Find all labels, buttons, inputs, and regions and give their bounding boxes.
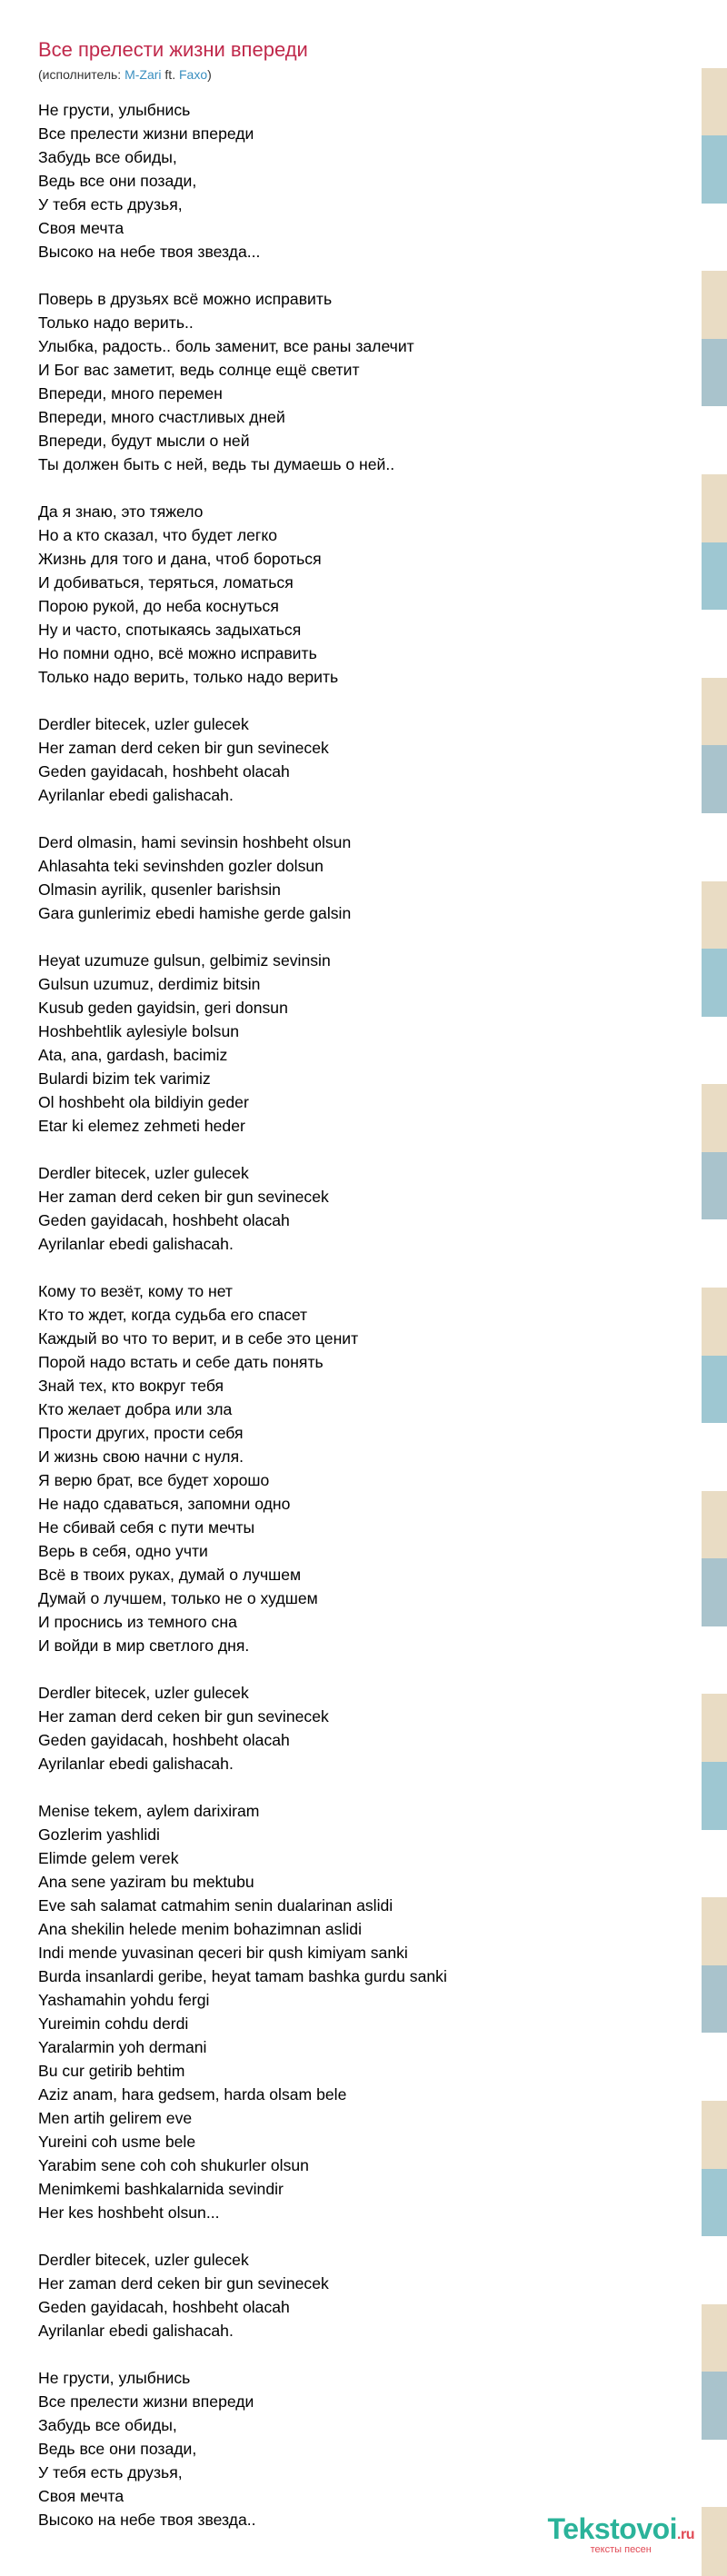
stanza-break [38, 2342, 665, 2366]
lyric-line: Ayrilanlar ebedi galishacah. [38, 1235, 234, 1253]
stanza-break [38, 807, 665, 830]
lyric-line: Да я знаю, это тяжело [38, 502, 204, 521]
lyric-line: Olmasin ayrilik, qusenler barishsin [38, 880, 281, 899]
lyric-line: Не грусти, улыбнись [38, 2369, 191, 2387]
lyric-line: И жизнь свою начни с нуля. [38, 1447, 244, 1466]
stripe-band [702, 339, 727, 408]
lyric-line: Bulardi bizim tek varimiz [38, 1069, 211, 1088]
lyric-line: Поверь в друзьях всё можно исправить [38, 290, 333, 308]
stripe-band [702, 271, 727, 340]
decorative-stripes [702, 0, 727, 2575]
performer-suffix: ) [207, 67, 212, 82]
lyric-line: Eve sah salamat catmahim senin dualarinan aslidi [38, 1896, 393, 1915]
lyric-line: Порою рукой, до неба коснуться [38, 597, 279, 615]
lyric-line: Ведь все они позади, [38, 172, 197, 190]
stripe-band [702, 1152, 727, 1221]
lyric-line: Забудь все обиды, [38, 2416, 177, 2434]
stripe-band [702, 1219, 727, 1288]
stripe-band [702, 1965, 727, 2034]
lyric-line: Впереди, будут мысли о ней [38, 432, 250, 450]
stripe-band [702, 2372, 727, 2441]
lyric-line: Her zaman derd ceken bir gun sevinecek [38, 1707, 329, 1726]
lyric-line: Ata, ana, gardash, bacimiz [38, 1046, 228, 1064]
lyric-line: Yureini coh usme bele [38, 2133, 196, 2151]
lyric-line: Ana shekilin helede menim bohazimnan aslidi [38, 1920, 362, 1938]
lyric-line: Yarabim sene coh coh shukurler olsun [38, 2156, 309, 2174]
stripe-band [702, 949, 727, 1018]
lyric-line: Верь в себя, одно учти [38, 1542, 208, 1560]
stripe-band [702, 678, 727, 747]
lyric-line: Geden gayidacah, hoshbeht olacah [38, 1731, 290, 1749]
lyric-line: Все прелести жизни впереди [38, 2392, 254, 2411]
lyric-line: Ayrilanlar ebedi galishacah. [38, 2322, 234, 2340]
lyric-line: Burda insanlardi geribe, heyat tamam bashka gurdu sanki [38, 1967, 447, 1985]
site-logo[interactable] [548, 2512, 694, 2555]
stripe-band [702, 1084, 727, 1153]
lyric-line: Geden gayidacah, hoshbeht olacah [38, 1211, 290, 1229]
lyric-line: Her zaman derd ceken bir gun sevinecek [38, 1188, 329, 1206]
stripe-band [702, 1423, 727, 1492]
lyric-line: Кто то ждет, когда судьба его спасет [38, 1306, 308, 1324]
lyric-line: Her zaman derd ceken bir gun sevinecek [38, 739, 329, 757]
lyrics-body [38, 98, 665, 2531]
stripe-band [702, 2236, 727, 2305]
stripe-band [702, 2304, 727, 2373]
stripe-band [702, 1762, 727, 1831]
lyric-line: Жизнь для того и дана, чтоб бороться [38, 550, 322, 568]
stripe-band [702, 2033, 727, 2102]
lyric-line: Bu cur getirib behtim [38, 2062, 185, 2080]
stanza-break [38, 1138, 665, 1161]
lyric-line: И войди в мир светлого дня. [38, 1636, 250, 1655]
stripe-band [702, 0, 727, 69]
lyric-line: Порой надо встать и себе дать понять [38, 1353, 324, 1371]
lyric-line: Ana sene yaziram bu mektubu [38, 1873, 254, 1891]
stripe-band [702, 2507, 727, 2576]
stripe-band [702, 68, 727, 137]
lyric-line: Men artih gelirem eve [38, 2109, 193, 2127]
lyric-line: Высоко на небе твоя звезда.. [38, 2511, 256, 2529]
lyric-line: Своя мечта [38, 2487, 124, 2505]
stripe-band [702, 745, 727, 814]
lyric-line: Знай тех, кто вокруг тебя [38, 1377, 224, 1395]
stanza-break [38, 2224, 665, 2248]
lyric-line: Не грусти, улыбнись [38, 101, 191, 119]
lyric-line: Yashamahin yohdu fergi [38, 1991, 210, 2009]
lyric-line: Kusub geden gayidsin, geri donsun [38, 999, 288, 1017]
lyric-line: У тебя есть друзья, [38, 195, 183, 214]
lyric-line: Gara gunlerimiz ebedi hamishe gerde galsin [38, 904, 352, 922]
stripe-band [702, 1830, 727, 1899]
performer-line [38, 67, 212, 82]
logo-text: Tekstovoi [547, 2512, 678, 2545]
stanza-break [38, 1775, 665, 1799]
lyric-line: Her zaman derd ceken bir gun sevinecek [38, 2274, 329, 2293]
lyric-line: Ol hoshbeht ola bildiyin geder [38, 1093, 249, 1111]
lyric-line: Heyat uzumuze gulsun, gelbimiz sevinsin [38, 951, 331, 970]
lyric-line: Ну и часто, спотыкаясь задыхаться [38, 621, 302, 639]
lyric-line: Но помни одно, всё можно исправить [38, 644, 317, 662]
lyric-line: Впереди, много счастливых дней [38, 408, 285, 426]
stripe-band [702, 2440, 727, 2509]
lyric-line: Derdler bitecek, uzler gulecek [38, 2251, 249, 2269]
lyric-line: Все прелести жизни впереди [38, 124, 254, 143]
lyric-line: Aziz anam, hara gedsem, harda olsam bele [38, 2085, 347, 2104]
stripe-band [702, 1626, 727, 1696]
stripe-band [702, 1288, 727, 1357]
stripe-band [702, 406, 727, 475]
stanza-break [38, 1256, 665, 1279]
logo-tagline: тексты песен [590, 2544, 652, 2555]
lyric-line: Etar ki elemez zehmeti heder [38, 1117, 245, 1135]
lyric-line: Высоко на небе твоя звезда... [38, 243, 261, 261]
stripe-band [702, 474, 727, 543]
lyric-line: Yaralarmin yoh dermani [38, 2038, 207, 2056]
logo-domain: .ru [677, 2527, 694, 2542]
site-logo-wordmark [548, 2512, 694, 2546]
lyric-line: Впереди, много перемен [38, 384, 223, 403]
lyric-line: Derdler bitecek, uzler gulecek [38, 1684, 249, 1702]
performer-prefix: (исполнитель: [38, 67, 125, 82]
lyric-line: Каждый во что то верит, и в себе это ценит [38, 1329, 359, 1348]
lyric-line: Только надо верить.. [38, 313, 194, 332]
lyric-line: Не сбивай себя с пути мечты [38, 1518, 255, 1537]
lyric-line: У тебя есть друзья, [38, 2463, 183, 2482]
lyric-line: Ты должен быть с ней, ведь ты думаешь о ней.. [38, 455, 395, 473]
stripe-band [702, 813, 727, 882]
lyric-line: Indi mende yuvasinan qeceri bir qush kimiyam sanki [38, 1944, 408, 1962]
lyric-line: Menimkemi bashkalarnida sevindir [38, 2180, 284, 2198]
stripe-band [702, 1897, 727, 1966]
lyric-line: Derdler bitecek, uzler gulecek [38, 1164, 249, 1182]
stripe-band [702, 135, 727, 204]
lyric-line: Geden gayidacah, hoshbeht olacah [38, 2298, 290, 2316]
stripe-band [702, 610, 727, 679]
page-title: Все прелести жизни впереди [38, 38, 308, 61]
lyric-line: Кому то везёт, кому то нет [38, 1282, 233, 1300]
lyric-line: Gozlerim yashlidi [38, 1825, 160, 1844]
lyric-line: Своя мечта [38, 219, 124, 237]
performer-separator: ft. [161, 67, 179, 82]
performer-link-faxo[interactable]: Faxo [178, 67, 208, 82]
lyric-line: Ahlasahta teki sevinshden gozler dolsun [38, 857, 324, 875]
lyric-line: Derd olmasin, hami sevinsin hoshbeht olsun [38, 833, 352, 851]
lyric-line: Я верю брат, все будет хорошо [38, 1471, 270, 1489]
lyric-line: Ayrilanlar ebedi galishacah. [38, 1755, 234, 1773]
stripe-band [702, 1558, 727, 1627]
lyric-line: И добиваться, теряться, ломаться [38, 573, 294, 592]
lyric-line: Не надо сдаваться, запомни одно [38, 1495, 291, 1513]
lyric-line: Her kes hoshbeht olsun... [38, 2203, 220, 2222]
lyric-line: Ведь все они позади, [38, 2440, 197, 2458]
lyrics-card [24, 24, 678, 2551]
lyric-line: Забудь все обиды, [38, 148, 177, 166]
performer-link-mzari[interactable]: M-Zari [124, 67, 162, 82]
lyric-line: Но а кто сказал, что будет легко [38, 526, 278, 544]
stripe-band [702, 1017, 727, 1086]
lyric-line: Menise tekem, aylem darixiram [38, 1802, 260, 1820]
stanza-break [38, 925, 665, 949]
lyric-line: Улыбка, радость.. боль заменит, все раны залечит [38, 337, 414, 355]
stanza-break [38, 264, 665, 287]
stripe-band [702, 542, 727, 612]
lyric-line: Yureimin cohdu derdi [38, 2014, 189, 2033]
lyric-line: Ayrilanlar ebedi galishacah. [38, 786, 234, 804]
stanza-break [38, 476, 665, 500]
lyric-line: И Бог вас заметит, ведь солнце ещё светит [38, 361, 360, 379]
lyric-line: И проснись из темного сна [38, 1613, 237, 1631]
stripe-band [702, 2169, 727, 2238]
stanza-break [38, 689, 665, 712]
lyric-line: Всё в твоих руках, думай о лучшем [38, 1566, 302, 1584]
stripe-band [702, 204, 727, 273]
lyric-line: Думай о лучшем, только не о худшем [38, 1589, 318, 1607]
stripe-band [702, 1356, 727, 1425]
stripe-band [702, 1694, 727, 1763]
lyric-line: Только надо верить, только надо верить [38, 668, 339, 686]
stripe-band [702, 881, 727, 950]
stripe-band [702, 1491, 727, 1560]
lyric-line: Gulsun uzumuz, derdimiz bitsin [38, 975, 261, 993]
lyric-line: Прости других, прости себя [38, 1424, 244, 1442]
stanza-break [38, 1657, 665, 1681]
lyric-line: Кто желает добра или зла [38, 1400, 233, 1418]
lyric-line: Elimde gelem verek [38, 1849, 179, 1867]
stripe-band [702, 2101, 727, 2170]
lyric-line: Geden gayidacah, hoshbeht olacah [38, 762, 290, 781]
lyric-line: Hoshbehtlik aylesiyle bolsun [38, 1022, 240, 1040]
lyric-line: Derdler bitecek, uzler gulecek [38, 715, 249, 733]
